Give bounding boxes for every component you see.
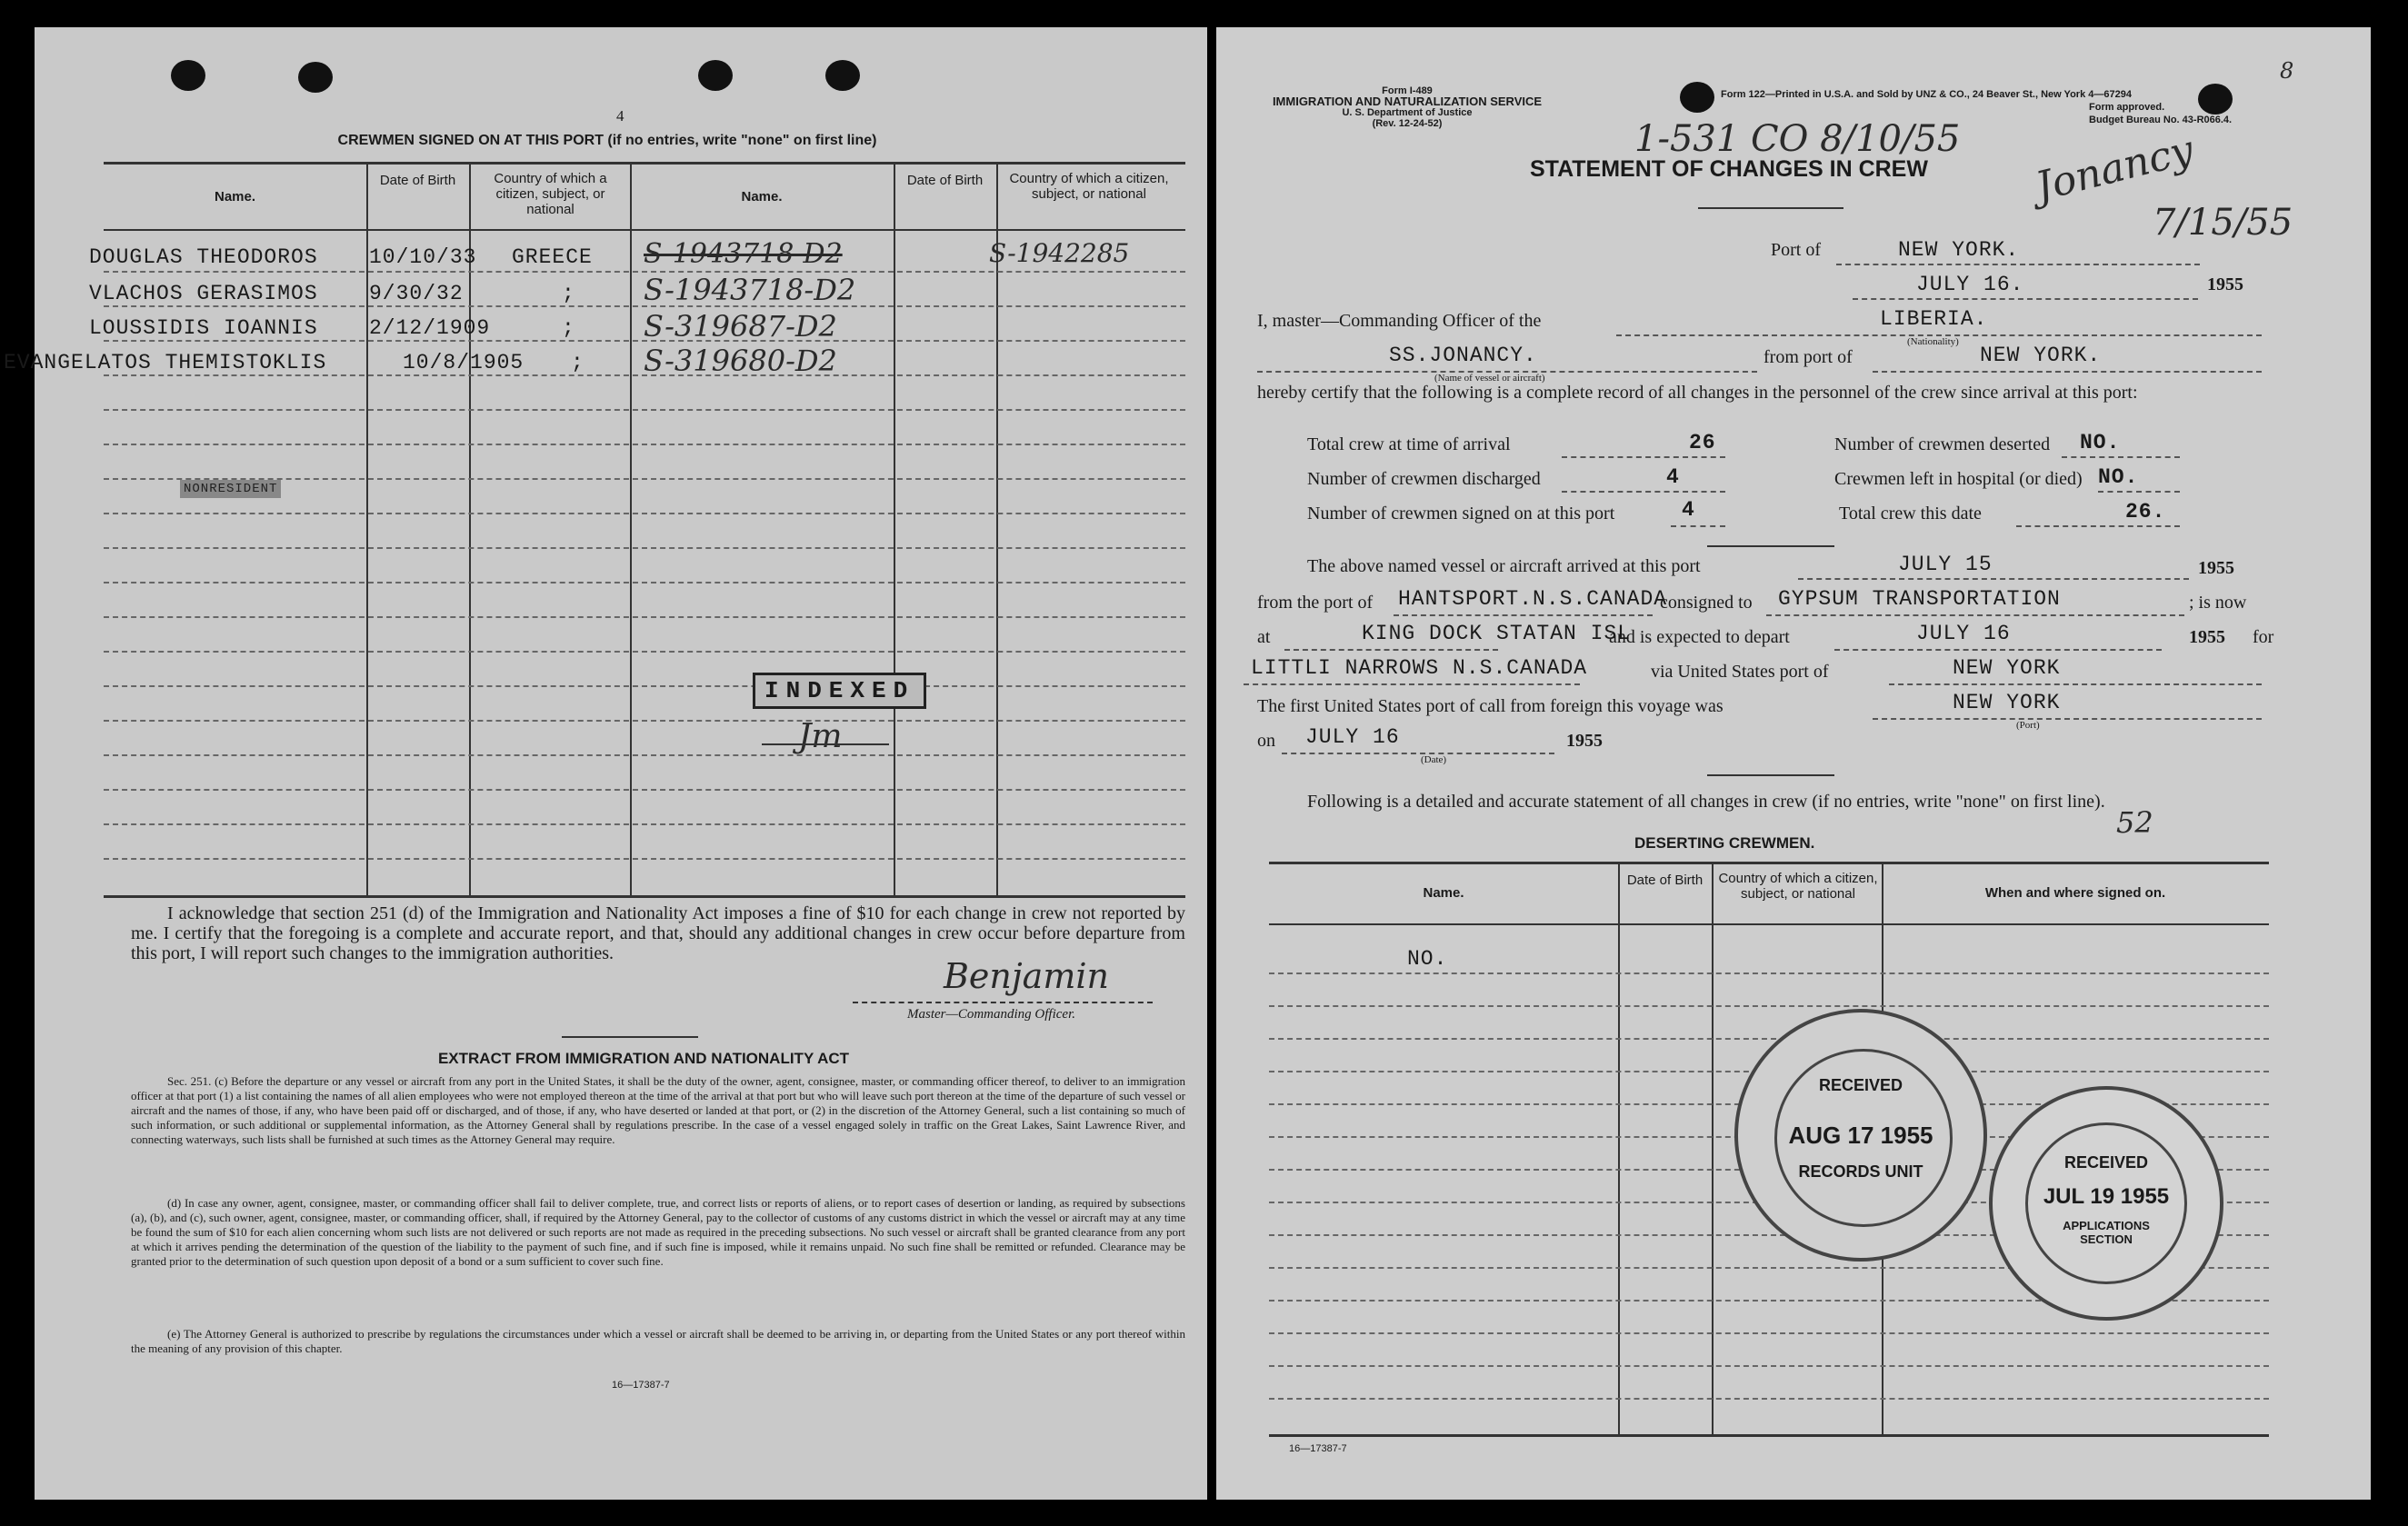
row-rule [104,685,1185,687]
row-rule [104,651,1185,653]
discharged-value: 4 [1666,465,1680,489]
total-date-value: 26. [2125,500,2166,524]
punch-hole [1680,82,1714,113]
col-header-country: Country of which a citizen, subject, or national [1718,871,1878,902]
crew-country: ; [562,316,575,340]
arrived-line [1798,578,2189,580]
form-code: 16—17387-7 [612,1380,670,1391]
records-unit-stamp [1734,1009,1987,1262]
stat-line [1562,456,1725,458]
table-header-rule [1269,923,2269,925]
total-date-label: Total crew this date [1839,504,1982,524]
certify-text: hereby certify that the following is a complete record of all changes in the personnel of the crew since arrival at this port: [1257,383,2138,403]
crew-country: ; [562,282,575,305]
first-port-caption: (Port) [2016,720,2040,731]
crew-name: EVANGELATOS THEMISTOKLIS [4,351,327,374]
col-header-dob-2: Date of Birth [906,173,984,188]
col-header-name-2: Name. [741,189,783,204]
section-divider [1707,774,1834,776]
following-text: Following is a detailed and accurate statement of all changes in crew (if no entries, write "none" on first line). [1307,792,2105,812]
via-value: NEW YORK [1953,656,2061,680]
stamp1-line2: AUG 17 1955 [1788,1122,1933,1149]
handwritten-ship: Jonancy [2031,126,2199,211]
from-the-port-value: HANTSPORT.N.S.CANADA [1398,587,1668,611]
on-value: JULY 16 [1305,725,1400,749]
depart-value: JULY 16 [1916,622,2011,645]
port-line [1836,264,2200,265]
first-port-value: NEW YORK [1953,691,2061,714]
at-label: at [1257,627,1271,647]
column-divider [1618,862,1620,1434]
depart-line [1834,649,2162,651]
on-caption: (Date) [1421,754,1447,765]
for-label: for [2253,627,2274,647]
indexed-initials: Jm [798,718,843,755]
table-bottom-rule [1269,1434,2269,1437]
row-rule [1269,1038,2269,1040]
nationality-caption: (Nationality) [1907,336,1959,347]
col-header-name: Name. [214,189,256,204]
handwritten-date: 7/15/55 [2153,202,2293,244]
agency-line1: IMMIGRATION AND NATURALIZATION SERVICE [1272,95,1543,108]
via-line [1889,683,2262,685]
consigned-value: GYPSUM TRANSPORTATION [1778,587,2061,611]
stat-line [1562,491,1725,493]
via-label: via United States port of [1651,662,1829,682]
page-number: 4 [616,107,624,125]
row-rule [104,340,1185,342]
corner-number: 8 [2280,58,2294,84]
stamp1-line1: RECEIVED [1818,1076,1903,1094]
stat-line [1671,525,1725,527]
master-signature: Benjamin [944,956,1109,996]
discharged-label: Number of crewmen discharged [1307,469,1541,489]
on-label: on [1257,731,1275,751]
col-header-country-2: Country of which a citizen, subject, or national [1009,171,1169,202]
extract-paragraph: (d) In case any owner, agent, consignee, master, or commanding officer shall fail to deliver complete, true, and correct lists or reports of aliens, or to report cases of desertion or landing, as required by subsections (a), (b), and (c), such owner, agent, consignee, master, or commanding officer, shall, if required by the Attorney General, pay to the collector of customs of any customs district in which the vessel or aircraft may at any time be found the sum of $10 for each alien concerning whom such lists are not delivered or such reports are not made as required in the preceding subsections. No such vessel or aircraft shall be granted clearance from any port at which it arrives pending the determination of the question of the liability to the payment of such fine, and if such fine is imposed, while it remains unpaid. No such fine shall be remitted or refunded. Clearance may be granted prior to the determination of such question upon deposit of a bond or a sum sufficient to cover such fine. [131,1196,1185,1268]
row-rule [1269,1005,2269,1007]
extract-paragraph: (e) The Attorney General is authorized to prescribe by regulations the circumstances under which a vessel or aircraft shall be deemed to be arriving in, or departing from the United States or any port thereof within the meaning of any provision of this chapter. [131,1327,1185,1355]
row-rule [104,720,1185,722]
right-page [1216,27,2371,1500]
crew-dob: 9/30/32 [369,282,464,305]
section-title: CREWMEN SIGNED ON AT THIS PORT (if no entries, write "none" on first line) [337,133,877,148]
punch-hole [171,60,205,91]
date-year: 1955 [2207,274,2243,294]
budget-line2: Budget Bureau No. 43-R066.4. [2089,115,2233,125]
row-rule [104,513,1185,514]
from-port-value: NEW YORK. [1980,344,2102,367]
for-line [1244,683,1580,685]
port-value: NEW YORK. [1898,238,2020,262]
row-rule [104,582,1185,583]
stat-line [2098,491,2180,493]
deserting-title: DESERTING CREWMEN. [1634,834,1815,852]
col-header-name: Name. [1423,885,1464,901]
crew-country: ; [571,351,585,374]
agency-block [1216,85,1598,129]
first-port-label: The first United States port of call from foreign this voyage was [1257,696,1724,716]
at-line [1284,649,1498,651]
agency-form: Form I-489 [1382,85,1433,96]
stamp1-line3: RECORDS UNIT [1798,1162,1923,1181]
stat-line [2062,456,2180,458]
first-port-line [1873,718,2262,720]
row-rule [104,789,1185,791]
depart-year: 1955 [2189,627,2225,647]
stamp2-line1: RECEIVED [2063,1153,2149,1172]
stat-line [2016,525,2180,527]
date-value: JULY 16. [1916,273,2024,296]
crew-dob: 2/12/1909 [369,316,491,340]
left-page [4,27,1207,1500]
depart-label: and is expected to depart [1609,627,1790,647]
crew-country: GREECE [512,245,593,269]
vessel-caption: (Name of vessel or aircraft) [1434,373,1545,384]
title-rule [1698,207,1843,209]
extract-title: EXTRACT FROM IMMIGRATION AND NATIONALITY ACT [437,1050,850,1067]
signed-on-value: 4 [1682,498,1695,522]
row-rule [104,409,1185,411]
signature-caption: Master—Commanding Officer. [907,1007,1075,1022]
total-arrival-value: 26 [1689,431,1716,454]
row-rule [104,374,1185,376]
from-port-label: from port of [1764,347,1853,367]
signature-line [853,1002,1153,1003]
form-title: STATEMENT OF CHANGES IN CREW [1530,156,1928,182]
table-top-rule [1269,862,2269,864]
row-rule [1269,1332,2269,1334]
crew-seaman-id: S-319680-D2 [644,344,837,378]
crew-dob: 10/8/1905 [403,351,525,374]
row-rule [104,754,1185,756]
row-rule [1269,1398,2269,1400]
stamp2-line2: JUL 19 1955 [2043,1184,2170,1209]
nonresident-stamp: NONRESIDENT [180,480,281,498]
signed-on-label: Number of crewmen signed on at this port [1307,504,1615,524]
consigned-line [1766,614,2184,616]
section-divider [1707,545,1834,547]
printer-note: Form 122—Printed in U.S.A. and Sold by UNZ & CO., 24 Beaver St., New York 4—67294 [1721,89,2132,100]
is-now: ; is now [2189,593,2247,613]
row-rule [104,858,1185,860]
col-header-signed-on: When and where signed on. [1984,885,2166,901]
crew-seaman-id-struck: S-1943718-D2 [644,238,843,270]
punch-hole [825,60,860,91]
row-rule [104,444,1185,445]
arrived-value: JULY 15 [1898,553,1993,576]
crew-seaman-id: S-319687-D2 [644,309,837,344]
table-header-rule [104,229,1185,231]
deserted-label: Number of crewmen deserted [1834,434,2051,454]
from-the-port-line [1394,614,1653,616]
row-rule [104,616,1185,618]
on-year: 1955 [1566,731,1603,751]
vessel-value: SS.JONANCY. [1389,344,1537,367]
indexed-stamp: INDEXED [753,673,926,709]
crew-seaman-id: S-1943718-D2 [644,273,856,307]
handwritten-ref: 1-531 CO 8/10/55 [1634,118,1961,160]
form-code: 16—17387-7 [1289,1443,1347,1454]
row-rule [1269,1365,2269,1367]
arrived-label: The above named vessel or aircraft arrived at this port [1307,556,1701,576]
arrived-year: 1955 [2198,558,2234,578]
extract-paragraph: Sec. 251. (c) Before the departure or any vessel or aircraft from any port in the United States, it shall be the duty of the owner, agent, consignee, master, or commanding officer thereof, to deliver to an immigration officer at that port (1) a list containing the names of all alien employees who were not employed thereon at the time of the arrival at that port but who will leave such port thereon at the time of the departure of such vessel or aircraft and the names of those, if any, who have been paid off or discharged, and of those, if any, who have deserted or landed at that port, or (2) in the discretion of the Attorney General, such a list containing so much of such information, or such additional or supplemental information, as the Attorney General shall by regulations prescribe. In the case of a vessel engaged solely in traffic on the Great Lakes, Saint Lawrence River, and connecting waterways, such lists shall be furnished at such times as the Attorney General may require. [131,1074,1185,1146]
deserting-entry: NO. [1407,947,1448,971]
row-rule [104,547,1185,549]
punch-hole [698,60,733,91]
crew-name: LOUSSIDIS IOANNIS [89,316,318,340]
crew-name: VLACHOS GERASIMOS [89,282,318,305]
table-bottom-rule [104,895,1185,898]
date-line [1853,298,2198,300]
on-line [1282,753,1554,754]
agency-rev: (Rev. 12-24-52) [1372,118,1443,129]
column-divider [1712,862,1714,1434]
consigned-label: consigned to [1660,593,1753,613]
initials-line [762,743,889,745]
handwritten-52: 52 [2116,805,2153,840]
at-value: KING DOCK STATAN ISL [1362,622,1632,645]
row-rule [104,305,1185,307]
row-rule [104,823,1185,825]
col-header-country: Country of which a citizen, subject, or national [494,171,607,217]
row-rule [1269,972,2269,974]
for-value: LITTLI NARROWS N.S.CANADA [1251,656,1588,680]
budget-line1: Form approved. [2089,102,2165,113]
punch-hole [298,62,333,93]
applications-stamp [1989,1086,2223,1321]
hospital-label: Crewmen left in hospital (or died) [1834,469,2083,489]
from-the-port-label: from the port of [1257,593,1374,613]
crew-dob: 10/10/33 [369,245,477,269]
port-label: Port of [1771,240,1821,260]
crew-seaman-id: S-1942285 [989,238,1130,268]
deserted-value: NO. [2080,431,2121,454]
from-port-line [1873,371,2262,373]
acknowledgement-text: I acknowledge that section 251 (d) of the Immigration and Nationality Act imposes a fine of $10 for each change in crew not reported by me. I certify that the foregoing is a complete and accurate report, and that, should any additional changes in crew occur before departure from this port, I will report such changes to the immigration authorities. [131,903,1185,963]
crew-name: DOUGLAS THEODOROS [89,245,318,269]
total-arrival-label: Total crew at time of arrival [1307,434,1511,454]
col-header-dob: Date of Birth [1626,873,1704,888]
col-header-dob: Date of Birth [379,173,456,188]
agency-line2: U. S. Department of Justice [1342,107,1473,118]
master-text: I, master—Commanding Officer of the [1257,311,1542,331]
row-rule [104,271,1185,273]
stamp2-line3: APPLICATIONS SECTION [2063,1219,2150,1246]
nationality-value: LIBERIA. [1880,307,1988,331]
section-divider [562,1036,698,1038]
table-top-rule [104,162,1185,165]
hospital-value: NO. [2098,465,2139,489]
